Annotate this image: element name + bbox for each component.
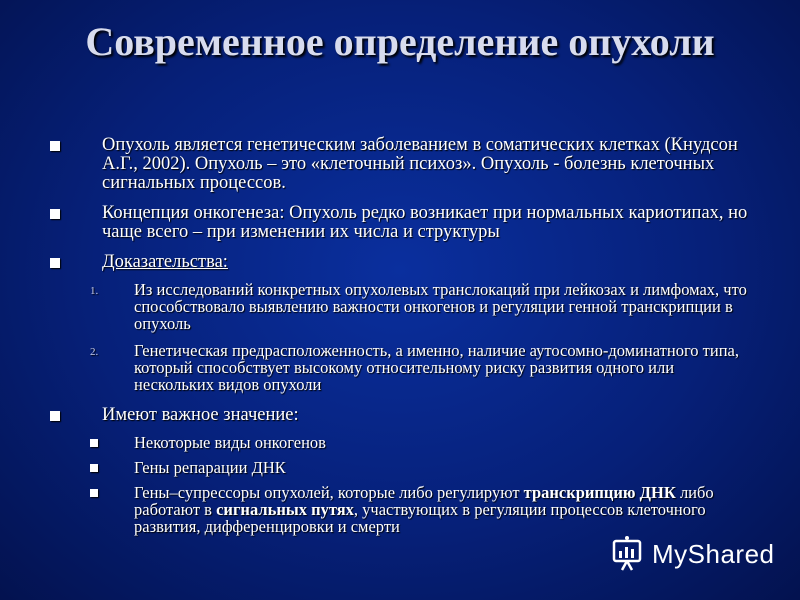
square-bullet-icon: [50, 209, 60, 219]
watermark-text: MyShared: [652, 538, 775, 569]
numbered-item: [48, 342, 748, 393]
square-bullet-icon: [90, 439, 98, 447]
bullet-text: Опухоль является генетическим заболеванием в соматических клетках (Кнудсон А.Г., 2002). Опухоль – это «клеточный психоз». Опухоль - болезнь клеточных сигнальных процессов.: [102, 135, 738, 193]
evidence-heading: Доказательства:: [102, 252, 228, 272]
slide-content: [48, 136, 748, 543]
item-number: 1.: [90, 285, 99, 297]
bullet-text: Концепция онкогенеза: Опухоль редко возникает при нормальных кариотипах, но чаще всего – при изменении их числа и структуры: [102, 203, 748, 242]
slide-title: Современное определение опухоли: [85, 19, 715, 64]
square-bullet-icon: [50, 411, 60, 421]
sub-bullet-text: Гены репарации ДНК: [134, 458, 286, 477]
sub-bullet-text: Некоторые виды онкогенов: [134, 433, 326, 452]
numbered-item: [48, 281, 748, 332]
text-fragment: , участвующих в регуляции процессов клеточного развития, дифференцировки и смерти: [134, 500, 706, 536]
bullet-item: [48, 253, 748, 272]
square-bullet-icon: [50, 141, 60, 151]
numbered-text: Из исследований конкретных опухолевых транслокаций при лейкозах и лимфомах, что способствовало выявлению важности онкогенов и регуляции генной транскрипции в опухоль: [134, 280, 747, 333]
bold-fragment: транскрипцию ДНК: [523, 483, 676, 502]
watermark-logo: [612, 534, 775, 574]
square-bullet-icon: [50, 258, 60, 268]
square-bullet-icon: [90, 464, 98, 472]
mysared-logo-icon: [612, 535, 646, 573]
bullet-item: [48, 204, 748, 242]
sub-bullet-item: [48, 434, 748, 451]
sub-bullet-text: [134, 483, 714, 536]
square-bullet-icon: [90, 489, 98, 497]
text-fragment: Гены–супрессоры опухолей, которые либо регулируют: [134, 483, 524, 502]
item-number: 2.: [90, 346, 99, 358]
bullet-item: [48, 136, 748, 193]
sub-bullet-item: [48, 484, 748, 535]
bold-fragment: сигнальных путях: [216, 500, 354, 519]
bullet-text: Имеют важное значение:: [102, 405, 299, 425]
text-fragment: либо работают в: [134, 483, 714, 519]
bullet-item: [48, 406, 748, 425]
numbered-text: Генетическая предрасположенность, а именно, наличие аутосомно-доминатного типа, который способствует высокому относительному риску развития одного или нескольких видов опухоли: [134, 341, 739, 394]
sub-bullet-item: [48, 459, 748, 476]
